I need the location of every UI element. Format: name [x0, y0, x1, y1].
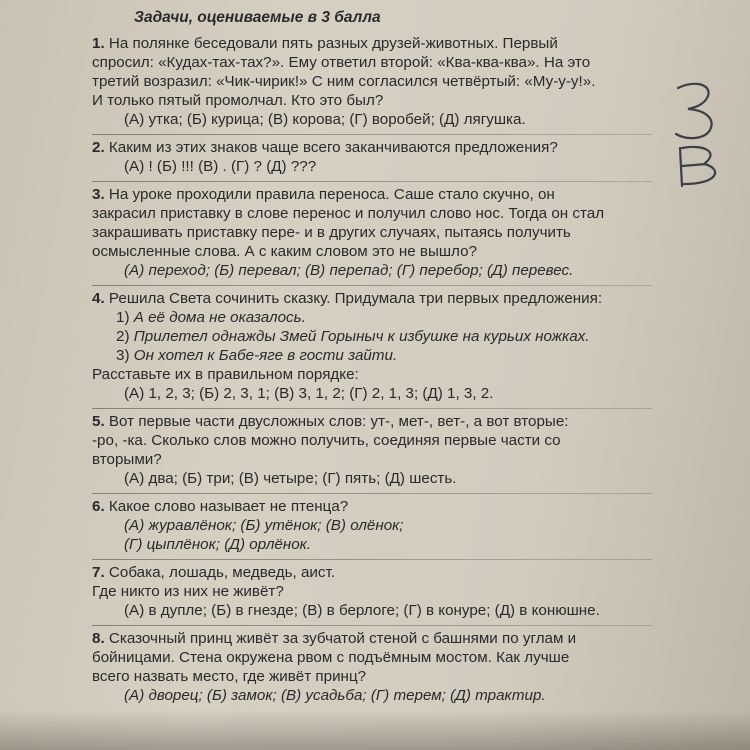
answer-options: (А) в дупле; (Б) в гнезде; (В) в берлоге; (Г) в конуре; (Д) в конюшне. — [124, 602, 600, 619]
answer-options: (А) два; (Б) три; (В) четыре; (Г) пять; (Д) шесть. — [124, 470, 457, 487]
question-line: Собака, лошадь, медведь, аист. — [108, 564, 335, 581]
answer-options-line: (А) журавлёнок; (Б) утёнок; (В) олёнок; — [124, 517, 404, 534]
question-2-text — [92, 138, 652, 157]
handwritten-mark-icon — [664, 78, 734, 193]
question-line: Каким из этих знаков чаще всего заканчиваются предложения? — [108, 139, 558, 156]
story-sentences — [116, 308, 652, 365]
question-2 — [92, 138, 652, 176]
divider — [92, 134, 652, 135]
question-number: 3. — [92, 186, 105, 203]
question-line: осмысленные слова. А с каким словом это не вышло? — [92, 243, 477, 260]
question-1 — [92, 34, 652, 129]
question-line: Сказочный принц живёт за зубчатой стеной с башнями по углам и — [108, 630, 577, 647]
question-5-text — [92, 412, 652, 469]
question-line: закрашивать приставку пере- и в других случаях, пытаясь получить — [92, 224, 571, 241]
question-number: 6. — [92, 498, 105, 515]
sentence-item: 3) Он хотел к Бабе-яге в гости зайти. — [116, 347, 398, 364]
answer-options: (А) переход; (Б) перевал; (В) перепад; (Г) перебор; (Д) перевес. — [124, 262, 574, 279]
question-4-text — [92, 289, 652, 308]
document-body — [92, 8, 652, 710]
question-7-text — [92, 563, 652, 601]
divider — [92, 625, 652, 626]
page-shadow — [0, 710, 750, 750]
question-3 — [92, 185, 652, 280]
question-number: 2. — [92, 139, 105, 156]
question-5 — [92, 412, 652, 488]
question-line: Где никто из них не живёт? — [92, 583, 284, 600]
answer-options-line: (Г) цыплёнок; (Д) орлёнок. — [124, 536, 312, 553]
question-1-text — [92, 34, 652, 110]
question-line: вторыми? — [92, 451, 162, 468]
divider — [92, 181, 652, 182]
sentence-item: 1) А её дома не оказалось. — [116, 309, 306, 326]
question-line: закрасил приставку в слове перенос и получил слово нос. Тогда он стал — [92, 205, 605, 222]
question-number: 5. — [92, 413, 105, 430]
question-3-text — [92, 185, 652, 261]
question-number: 4. — [92, 290, 105, 307]
answer-options: (А) ! (Б) !!! (В) . (Г) ? (Д) ??? — [124, 158, 317, 175]
question-line: бойницами. Стена окружена рвом с подъёмным мостом. Как лучше — [92, 649, 570, 666]
question-number: 7. — [92, 564, 105, 581]
question-line: Решила Света сочинить сказку. Придумала три первых предложения: — [108, 290, 603, 307]
sentence-item: 2) Прилетел однажды Змей Горыныч к избушке на курьих ножках. — [116, 328, 590, 345]
question-line: И только пятый промолчал. Кто это был? — [92, 92, 384, 109]
answer-options — [124, 516, 652, 554]
section-heading: Задачи, оцениваемые в 3 балла — [134, 9, 381, 26]
divider — [92, 408, 652, 409]
divider — [92, 559, 652, 560]
answer-options: (А) 1, 2, 3; (Б) 2, 3, 1; (В) 3, 1, 2; (Г) 2, 1, 3; (Д) 1, 3, 2. — [124, 385, 494, 402]
question-line: На полянке беседовали пять разных друзей-животных. Первый — [108, 35, 558, 52]
question-6-text — [92, 497, 652, 516]
divider — [92, 285, 652, 286]
question-line: третий возразил: «Чик-чирик!» С ним согласился четвёртый: «Му-у-у!». — [92, 73, 596, 90]
question-line: Какое слово называет не птенца? — [108, 498, 349, 515]
question-8 — [92, 629, 652, 705]
question-number: 1. — [92, 35, 105, 52]
answer-options: (А) дворец; (Б) замок; (В) усадьба; (Г) терем; (Д) трактир. — [124, 687, 546, 704]
question-line: спросил: «Кудах-тах-тах?». Ему ответил второй: «Ква-ква-ква». На это — [92, 54, 591, 71]
question-instruction: Расставьте их в правильном порядке: — [92, 366, 359, 383]
question-8-text — [92, 629, 652, 686]
question-4 — [92, 289, 652, 403]
question-line: Вот первые части двусложных слов: ут-, мет-, вет-, а вот вторые: — [108, 413, 569, 430]
question-line: На уроке проходили правила переноса. Саше стало скучно, он — [108, 186, 555, 203]
answer-options: (А) утка; (Б) курица; (В) корова; (Г) воробей; (Д) лягушка. — [124, 111, 526, 128]
divider — [92, 493, 652, 494]
question-line: всего назвать место, где живёт принц? — [92, 668, 367, 685]
question-7 — [92, 563, 652, 620]
question-6 — [92, 497, 652, 554]
question-number: 8. — [92, 630, 105, 647]
question-line: -ро, -ка. Сколько слов можно получить, соединяя первые части со — [92, 432, 561, 449]
